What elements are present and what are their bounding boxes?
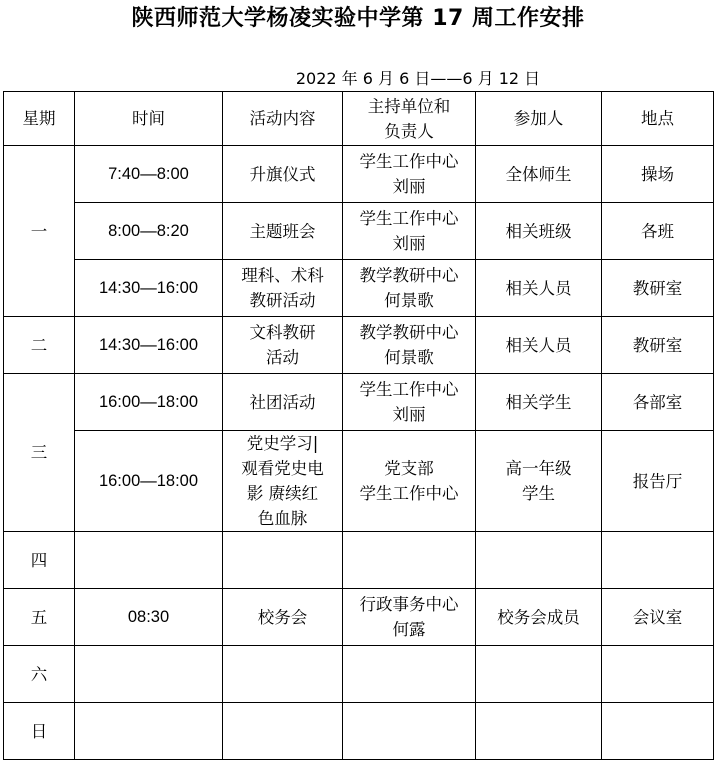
- table-row: [4, 646, 714, 703]
- time-cell: 7:40—8:00: [75, 146, 223, 203]
- activity-cell: 社团活动: [223, 374, 343, 431]
- day-cell-mon: 一: [4, 146, 75, 317]
- organizer-cell: 行政事务中心 何露: [343, 589, 476, 646]
- organizer-cell: 教学教研中心 何景歌: [343, 317, 476, 374]
- organizer-cell: 教学教研中心 何景歌: [343, 260, 476, 317]
- day-cell-thu: 四: [4, 532, 75, 589]
- time-cell: 16:00—18:00: [75, 374, 223, 431]
- day-cell-sun: 日: [4, 703, 75, 760]
- schedule-table: [3, 91, 714, 760]
- location-cell: 会议室: [602, 589, 714, 646]
- location-cell: 各班: [602, 203, 714, 260]
- table-row: [4, 203, 714, 260]
- participants-cell: 相关班级: [476, 203, 602, 260]
- activity-cell: 升旗仪式: [223, 146, 343, 203]
- time-cell: 8:00—8:20: [75, 203, 223, 260]
- location-cell: 教研室: [602, 317, 714, 374]
- organizer-cell: [343, 646, 476, 703]
- location-cell: 报告厅: [602, 431, 714, 532]
- header-activity: 活动内容: [223, 92, 343, 146]
- participants-cell: [476, 646, 602, 703]
- participants-cell: 高一年级 学生: [476, 431, 602, 532]
- time-cell: 14:30—16:00: [75, 260, 223, 317]
- header-day: 星期: [4, 92, 75, 146]
- day-cell-tue: 二: [4, 317, 75, 374]
- activity-cell: 理科、术科 教研活动: [223, 260, 343, 317]
- time-cell: [75, 646, 223, 703]
- activity-cell: 主题班会: [223, 203, 343, 260]
- participants-cell: [476, 703, 602, 760]
- time-cell: 14:30—16:00: [75, 317, 223, 374]
- header-location: 地点: [602, 92, 714, 146]
- location-cell: 操场: [602, 146, 714, 203]
- table-row: [4, 431, 714, 532]
- organizer-cell: [343, 703, 476, 760]
- activity-cell: [223, 646, 343, 703]
- participants-cell: [476, 532, 602, 589]
- organizer-cell: [343, 532, 476, 589]
- day-cell-wed: 三: [4, 374, 75, 532]
- table-row: [4, 146, 714, 203]
- activity-cell: [223, 532, 343, 589]
- activity-cell: 校务会: [223, 589, 343, 646]
- header-participants: 参加人: [476, 92, 602, 146]
- participants-cell: 全体师生: [476, 146, 602, 203]
- location-cell: [602, 646, 714, 703]
- activity-cell: [223, 703, 343, 760]
- participants-cell: 相关学生: [476, 374, 602, 431]
- day-cell-fri: 五: [4, 589, 75, 646]
- page-title: 陕西师范大学杨凌实验中学第 17 周工作安排: [131, 6, 585, 31]
- date-range: 2022 年 6 月 6 日——6 月 12 日: [295, 69, 541, 88]
- table-row: [4, 260, 714, 317]
- activity-cell: 文科教研 活动: [223, 317, 343, 374]
- table-row: [4, 703, 714, 760]
- activity-cell: 党史学习| 观看党史电 影 赓续红 色血脉: [223, 431, 343, 532]
- location-cell: [602, 703, 714, 760]
- participants-cell: 相关人员: [476, 317, 602, 374]
- location-cell: [602, 532, 714, 589]
- participants-cell: 校务会成员: [476, 589, 602, 646]
- header-time: 时间: [75, 92, 223, 146]
- organizer-cell: 学生工作中心 刘丽: [343, 374, 476, 431]
- organizer-cell: 学生工作中心 刘丽: [343, 146, 476, 203]
- location-cell: 各部室: [602, 374, 714, 431]
- table-row: [4, 532, 714, 589]
- day-cell-sat: 六: [4, 646, 75, 703]
- table-row: [4, 589, 714, 646]
- header-row: [4, 92, 714, 146]
- organizer-cell: 学生工作中心 刘丽: [343, 203, 476, 260]
- table-row: [4, 317, 714, 374]
- organizer-cell: 党支部 学生工作中心: [343, 431, 476, 532]
- time-cell: [75, 532, 223, 589]
- header-organizer: 主持单位和 负责人: [343, 92, 476, 146]
- time-cell: [75, 703, 223, 760]
- time-cell: 08:30: [75, 589, 223, 646]
- time-cell: 16:00—18:00: [75, 431, 223, 532]
- participants-cell: 相关人员: [476, 260, 602, 317]
- table-row: [4, 374, 714, 431]
- location-cell: 教研室: [602, 260, 714, 317]
